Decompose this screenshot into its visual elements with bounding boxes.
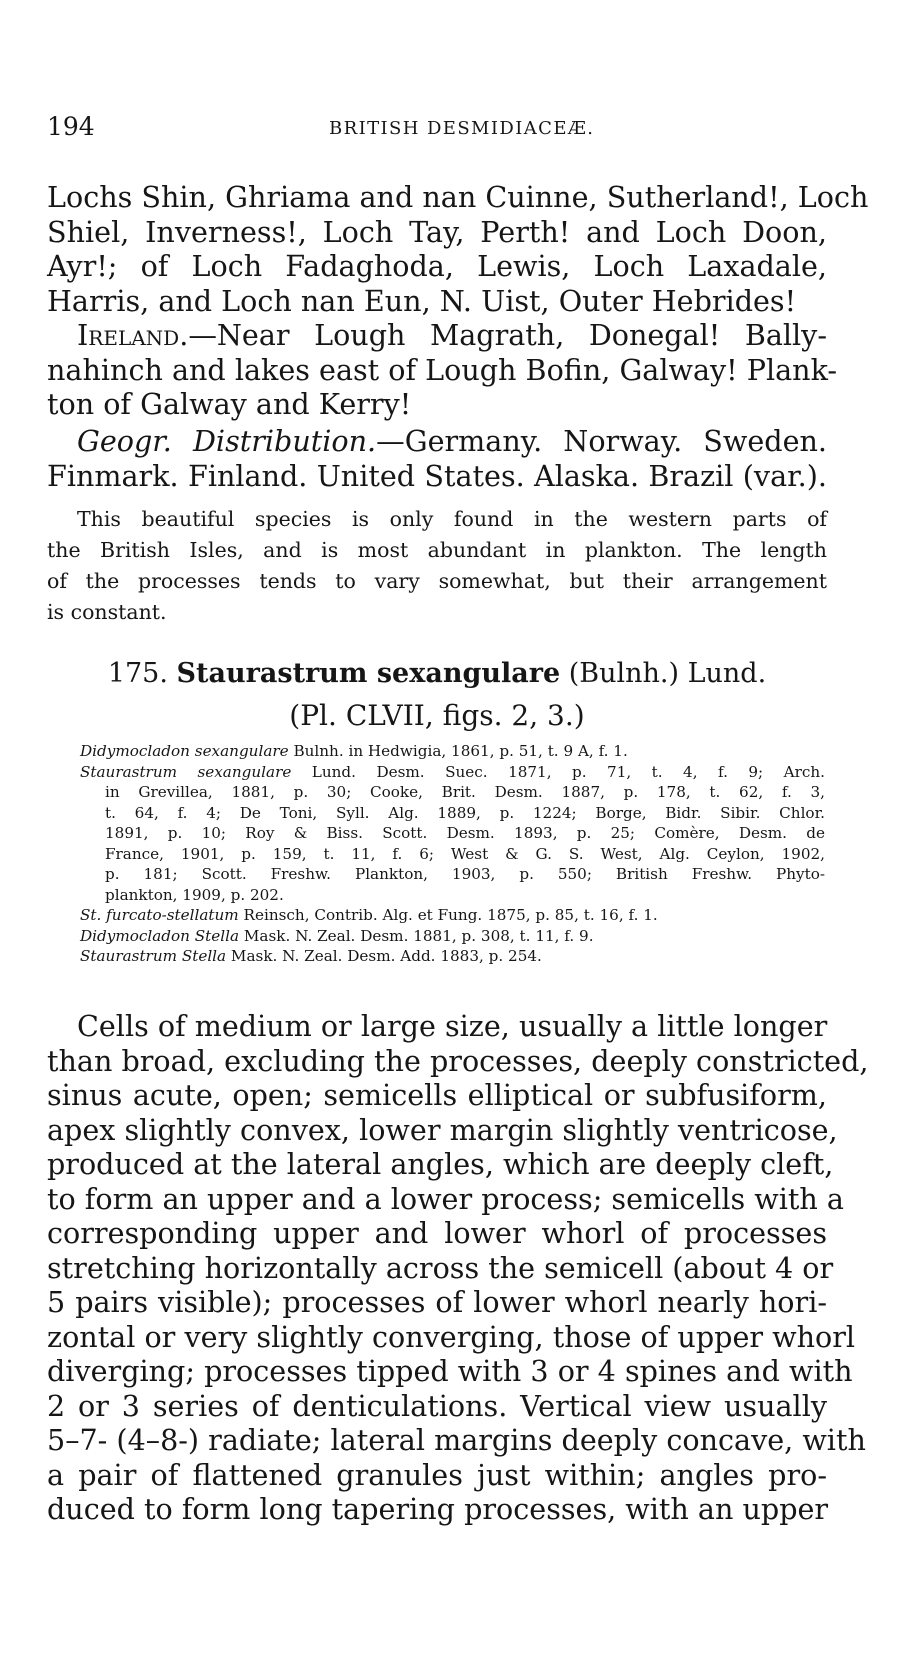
synonym-entry	[80, 926, 825, 947]
text-line: produced at the lateral angles, which are deeply cleft,	[47, 1147, 834, 1181]
species-name: Staurastrum sexangulare	[176, 658, 561, 689]
description-paragraph	[47, 1009, 869, 1527]
synonym-citation: Mask. N. Zeal. Desm. 1881, p. 308, t. 11, f. 9.	[239, 926, 594, 945]
ireland-text: —Near Lough Magrath, Donegal! Bally-	[188, 318, 827, 352]
text-line: sinus acute, open; semicells elliptical or subfusiform,	[47, 1078, 827, 1112]
text-line: France, 1901, p. 159, t. 11, f. 6; West & G. S. West, Alg. Ceylon, 1902,	[105, 844, 825, 863]
text-line: Cells of medium or large size, usually a little longer	[77, 1009, 828, 1043]
plate-reference: (Pl. CLVII, figs. 2, 3.)	[289, 699, 585, 732]
synonym-citation: Reinsch, Contrib. Alg. et Fung. 1875, p. 85, t. 16, f. 1.	[238, 906, 658, 924]
text-line: t. 64, f. 4; De Toni, Syll. Alg. 1889, p. 1224; Borge, Bidr. Sibir. Chlor.	[105, 803, 825, 822]
text-line: 5 pairs visible); processes of lower whorl nearly hori-	[47, 1285, 827, 1319]
text-line: stretching horizontally across the semicell (about 4 or	[47, 1250, 834, 1285]
text-line	[80, 905, 825, 926]
synonym-entry	[80, 905, 825, 926]
synonym-entry	[80, 946, 825, 967]
synonym-taxon: St. furcato-stellatum	[80, 906, 239, 924]
text-line: This beautiful species is only found in the western parts of	[77, 507, 827, 531]
distribution-paragraph	[47, 424, 827, 493]
distribution-text: —Germany. Norway. Sweden.	[376, 424, 827, 458]
species-authority: (Bulnh.) Lund.	[568, 658, 767, 689]
text-line	[47, 318, 827, 353]
text-line: Ayr!; of Loch Fadaghoda, Lewis, Loch Laxadale,	[47, 249, 827, 283]
text-line: ton of Galway and Kerry!	[47, 387, 412, 421]
text-line: 2 or 3 series of denticulations. Vertical view usually	[47, 1388, 827, 1423]
text-line: 5–7- (4–8-) radiate; lateral margins deeply concave, with	[47, 1423, 866, 1457]
text-line: of the processes tends to vary somewhat, but their arrangement	[47, 569, 827, 593]
synonym-entry	[80, 741, 825, 762]
synonym-taxon: Didymocladon Stella	[80, 926, 240, 945]
running-header	[47, 112, 852, 148]
synonym-taxon: Staurastrum Stella	[80, 947, 227, 965]
text-line: than broad, excluding the processes, deeply constricted,	[47, 1043, 869, 1078]
text-line: Lochs Shin, Ghriama and nan Cuinne, Sutherland!, Loch	[47, 180, 869, 214]
ireland-label: Ireland.	[77, 318, 189, 352]
remark-paragraph	[47, 504, 827, 628]
text-line: Finmark. Finland. United States. Alaska. Brazil (var.).	[47, 458, 827, 493]
text-line: zontal or very slightly converging, those of upper whorl	[47, 1319, 856, 1354]
synonym-taxon: Didymocladon sexangulare	[80, 742, 289, 760]
text-line: the British Isles, and is most abundant in plankton. The length	[47, 538, 827, 562]
text-line: diverging; processes tipped with 3 or 4 spines and with	[47, 1354, 853, 1388]
synonymy-list	[80, 741, 825, 967]
localities-paragraph	[47, 180, 869, 318]
running-title: BRITISH DESMIDIACEÆ.	[329, 118, 595, 139]
text-line	[80, 946, 825, 967]
text-line: a pair of flattened granules just within; angles pro-	[47, 1457, 827, 1492]
text-line: is constant.	[47, 600, 167, 624]
synonym-citation: Bulnh. in Hedwigia, 1861, p. 51, t. 9 A, f. 1.	[288, 742, 628, 760]
species-heading	[47, 655, 827, 693]
text-line: Shiel, Inverness!, Loch Tay, Perth! and Loch Doon,	[47, 214, 827, 249]
text-line: apex slightly convex, lower margin slightly ventricose,	[47, 1112, 838, 1147]
page-number: 194	[47, 112, 95, 141]
text-line: to form an upper and a lower process; semicells with a	[47, 1181, 844, 1216]
synonym-citation: Mask. N. Zeal. Desm. Add. 1883, p. 254.	[226, 947, 542, 965]
text-line: plankton, 1909, p. 202.	[105, 885, 284, 904]
text-line: nahinch and lakes east of Lough Bofin, Galway! Plank-	[47, 352, 838, 387]
text-line: p. 181; Scott. Freshw. Plankton, 1903, p. 550; British Freshw. Phyto-	[105, 865, 825, 883]
ireland-paragraph	[47, 318, 838, 422]
text-line: corresponding upper and lower whorl of processes	[47, 1216, 827, 1250]
text-line: Harris, and Loch nan Eun, N. Uist, Outer Hebrides!	[47, 283, 797, 318]
text-line	[80, 762, 825, 783]
text-line	[80, 926, 825, 947]
distribution-label: Geogr. Distribution.	[77, 424, 377, 458]
text-line: duced to form long tapering processes, with an upper	[47, 1492, 829, 1526]
synonym-citation: Lund. Desm. Suec. 1871, p. 71, t. 4, f. 9; Arch.	[291, 762, 825, 781]
text-line: 1891, p. 10; Roy & Biss. Scott. Desm. 1893, p. 25; Comère, Desm. de	[105, 824, 825, 842]
species-number: 175.	[107, 658, 168, 689]
synonym-taxon: Staurastrum sexangulare	[80, 762, 292, 781]
synonym-entry	[80, 762, 825, 906]
text-line	[80, 741, 825, 762]
text-line: in Grevillea, 1881, p. 30; Cooke, Brit. Desm. 1887, p. 178, t. 62, f. 3,	[105, 783, 825, 801]
text-line	[47, 424, 827, 459]
